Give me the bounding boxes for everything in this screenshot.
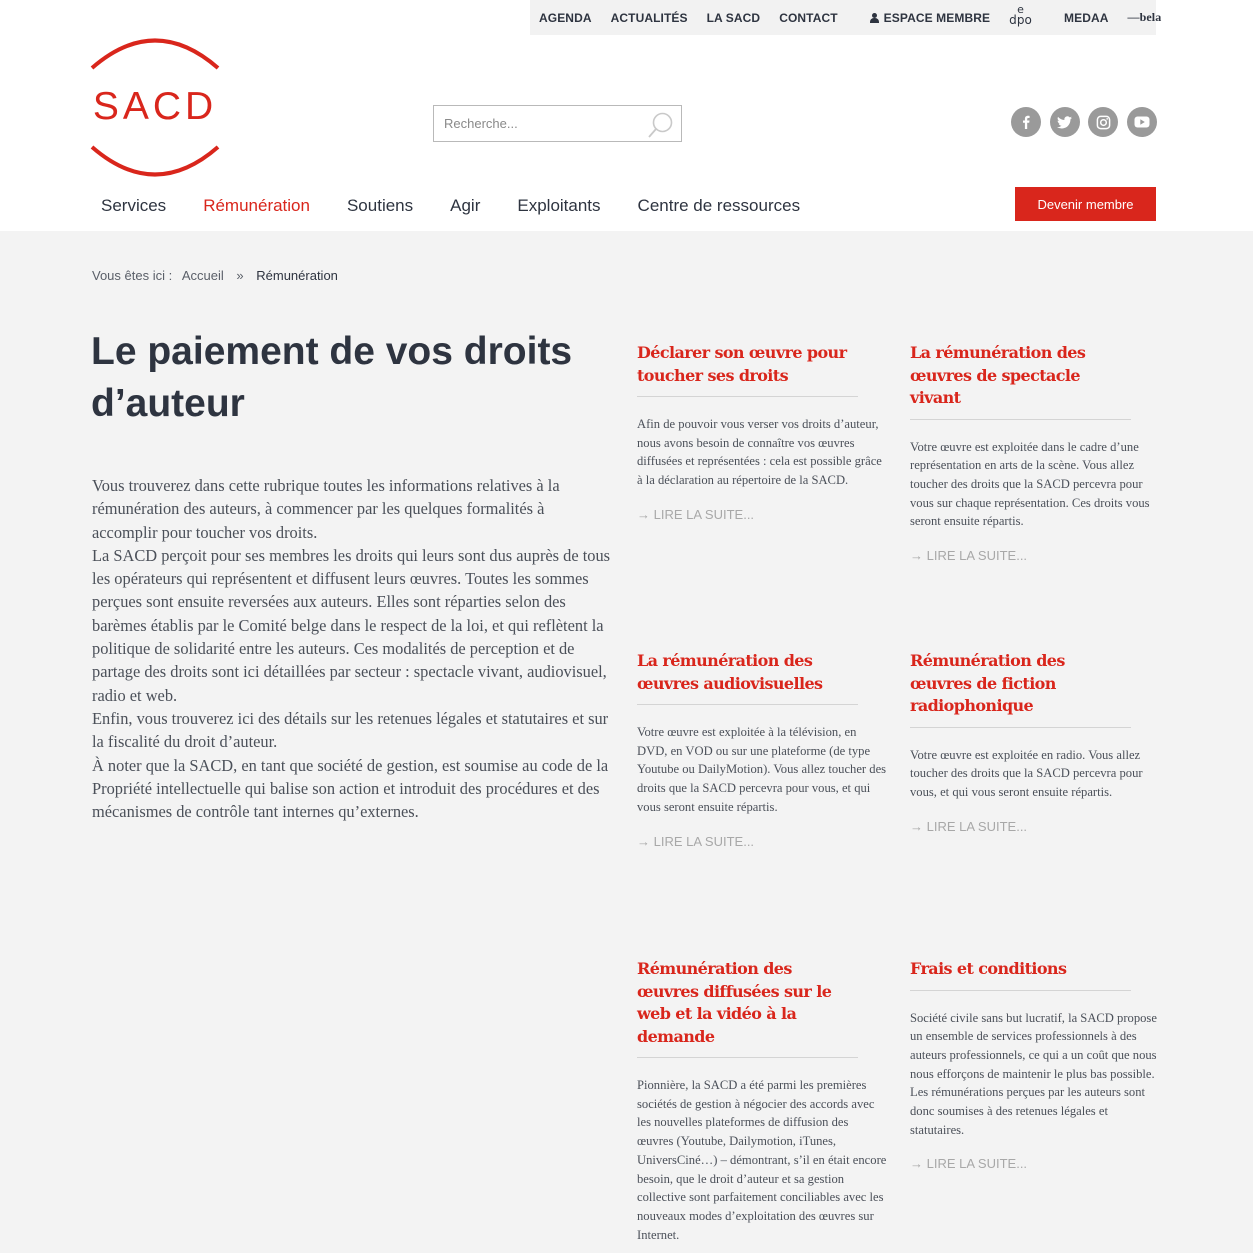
- breadcrumb-home-link[interactable]: Accueil: [181, 268, 224, 283]
- card-declarer-oeuvre: [637, 342, 887, 522]
- member-area-link[interactable]: [870, 11, 990, 25]
- intro-paragraph: Enfin, vous trouverez ici des détails sur les retenues légales et statutaires et sur la fiscalité du droit d’auteur.: [92, 708, 609, 752]
- intro-paragraph: La SACD perçoit pour ses membres les droits qui leurs sont dus auprès de tous les opérateurs qui représentent et diffusent leurs œuvres. Toutes les sommes perçues sont ensuite reversées aux auteurs. Elles sont réparties selon des barèmes établis par le Comité belge dans le respect de la loi, et qui reflètent la politique de solidarité entre les auteurs. Ces modalités de perception et de partage des droits sont ici détaillées par secteur : spectacle vivant, audiovisuel, radio et web.: [92, 545, 611, 705]
- breadcrumb-separator: »: [236, 268, 244, 283]
- card-title[interactable]: La rémunération des œuvres audiovisuelles: [637, 650, 858, 705]
- edepo-logo-text: dpo: [1009, 12, 1032, 27]
- nav-item-soutiens[interactable]: Soutiens: [346, 196, 414, 215]
- intro-text: [92, 474, 612, 823]
- main-nav: [101, 196, 837, 216]
- card-title[interactable]: Déclarer son œuvre pour toucher ses droits: [637, 342, 858, 397]
- search-icon: [647, 111, 675, 139]
- read-more-link[interactable]: → LIRE LA SUITE...: [910, 1156, 1028, 1172]
- member-area-label: ESPACE MEMBRE: [883, 10, 991, 25]
- edepo-logo-link[interactable]: [1009, 2, 1032, 27]
- topbar-link-agenda[interactable]: AGENDA: [539, 10, 592, 25]
- nav-item-remuneration[interactable]: Rémunération: [203, 196, 310, 215]
- read-more-link[interactable]: → LIRE LA SUITE...: [637, 833, 755, 849]
- page-title: Le paiement de vos droits d’auteur: [91, 330, 573, 425]
- topbar-link-la-sacd[interactable]: LA SACD: [706, 10, 761, 25]
- card-title[interactable]: Rémunération des œuvres de fiction radiophonique: [910, 650, 1131, 728]
- edepo-logo-e: e: [1017, 2, 1024, 16]
- bela-logo-link[interactable]: —bela: [1127, 10, 1162, 24]
- youtube-icon: [1134, 116, 1150, 128]
- read-more-link[interactable]: → LIRE LA SUITE...: [910, 548, 1028, 564]
- card-text: Votre œuvre est exploitée en radio. Vous allez toucher des droits que la SACD percevra pour vous, et qui vous seront ensuite répartis.: [910, 747, 1143, 799]
- medaa-link[interactable]: MEDAA: [1064, 10, 1109, 25]
- intro-paragraph: À noter que la SACD, en tant que société de gestion, est soumise au code de la Propriété intellectuelle qui balise son action et introduit des procédures et des mécanismes de contrôle tant internes qu’externes.: [92, 755, 609, 822]
- read-more-link[interactable]: → LIRE LA SUITE...: [637, 506, 755, 522]
- site-header: [0, 0, 1253, 231]
- youtube-link[interactable]: [1127, 107, 1157, 137]
- search-input[interactable]: [434, 106, 634, 141]
- user-icon: [870, 13, 879, 23]
- nav-item-centre-de-ressources[interactable]: Centre de ressources: [637, 196, 801, 215]
- twitter-icon: [1057, 116, 1072, 129]
- card-audiovisuelles: [637, 650, 887, 849]
- facebook-link[interactable]: [1011, 107, 1041, 137]
- nav-item-services[interactable]: Services: [101, 196, 167, 215]
- breadcrumb: [92, 268, 338, 283]
- card-spectacle-vivant: [910, 342, 1160, 563]
- card-text: Pionnière, la SACD a été parmi les premières sociétés de gestion à négocier des accords avec les nouvelles plateformes de diffusion des œuvres (Youtube, Dailymotion, iTunes, UniversCiné…) – démontrant, s’il en était encore besoin, que le droit d’auteur et sa gestion collective sont parfaitement conciliables avec les nouveaux modes d’exploitation des œuvres sur Internet.: [637, 1078, 887, 1242]
- topbar-link-actualites[interactable]: ACTUALITÉS: [610, 10, 688, 25]
- card-title[interactable]: Rémunération des œuvres diffusées sur le web et la vidéo à la demande: [637, 958, 858, 1058]
- nav-item-agir[interactable]: Agir: [450, 196, 481, 215]
- card-fiction-radiophonique: [910, 650, 1160, 834]
- logo-wordmark: SACD: [92, 85, 218, 128]
- utility-bar: [530, 0, 1162, 35]
- read-more-link[interactable]: → LIRE LA SUITE...: [910, 818, 1028, 834]
- search-button[interactable]: [647, 111, 675, 139]
- topbar-link-contact[interactable]: CONTACT: [779, 10, 838, 25]
- breadcrumb-prefix: Vous êtes ici :: [92, 268, 173, 283]
- become-member-button[interactable]: Devenir membre: [1015, 187, 1156, 221]
- instagram-link[interactable]: [1088, 107, 1118, 137]
- facebook-icon: [1019, 115, 1033, 129]
- intro-paragraph: Vous trouverez dans cette rubrique toutes les informations relatives à la rémunération des auteurs, à commencer par les quelques formalités à accomplir pour toucher vos droits.: [92, 476, 560, 542]
- instagram-icon: [1096, 115, 1111, 130]
- breadcrumb-current: Rémunération: [256, 268, 338, 283]
- twitter-link[interactable]: [1050, 107, 1080, 137]
- social-links: [1011, 107, 1157, 137]
- card-web-video: [637, 958, 887, 1244]
- card-title[interactable]: Frais et conditions: [910, 958, 1131, 991]
- card-text: Société civile sans but lucratif, la SACD propose un ensemble de services professionnels à des auteurs professionnels, ce qui a un coût que nous nous efforçons de maintenir le plus bas possible. Les rémunérations perçues par les auteurs sont donc soumises à des retenues légales et statutaires.: [910, 1010, 1157, 1137]
- card-frais-conditions: [910, 958, 1160, 1171]
- sacd-logo[interactable]: [90, 35, 220, 178]
- card-text: Afin de pouvoir vous verser vos droits d’auteur, nous avons besoin de connaître vos œuvres diffusées et représentées : cela est possible grâce à la déclaration au répertoire de la SACD.: [637, 417, 882, 488]
- nav-item-exploitants[interactable]: Exploitants: [517, 196, 601, 215]
- card-title[interactable]: La rémunération des œuvres de spectacle vivant: [910, 342, 1131, 420]
- card-text: Votre œuvre est exploitée dans le cadre d’une représentation en arts de la scène. Vous allez toucher des droits que la SACD percevra pour vous sur chaque représentation. Ces droits vous seront ensuite répartis.: [910, 439, 1150, 529]
- search-box: [433, 105, 682, 142]
- card-text: Votre œuvre est exploitée à la télévision, en DVD, en VOD ou sur une plateforme (de type Youtube ou DailyMotion). Vous allez toucher des droits que la SACD percevra pour vous, et qui vous seront ensuite répartis.: [637, 725, 887, 814]
